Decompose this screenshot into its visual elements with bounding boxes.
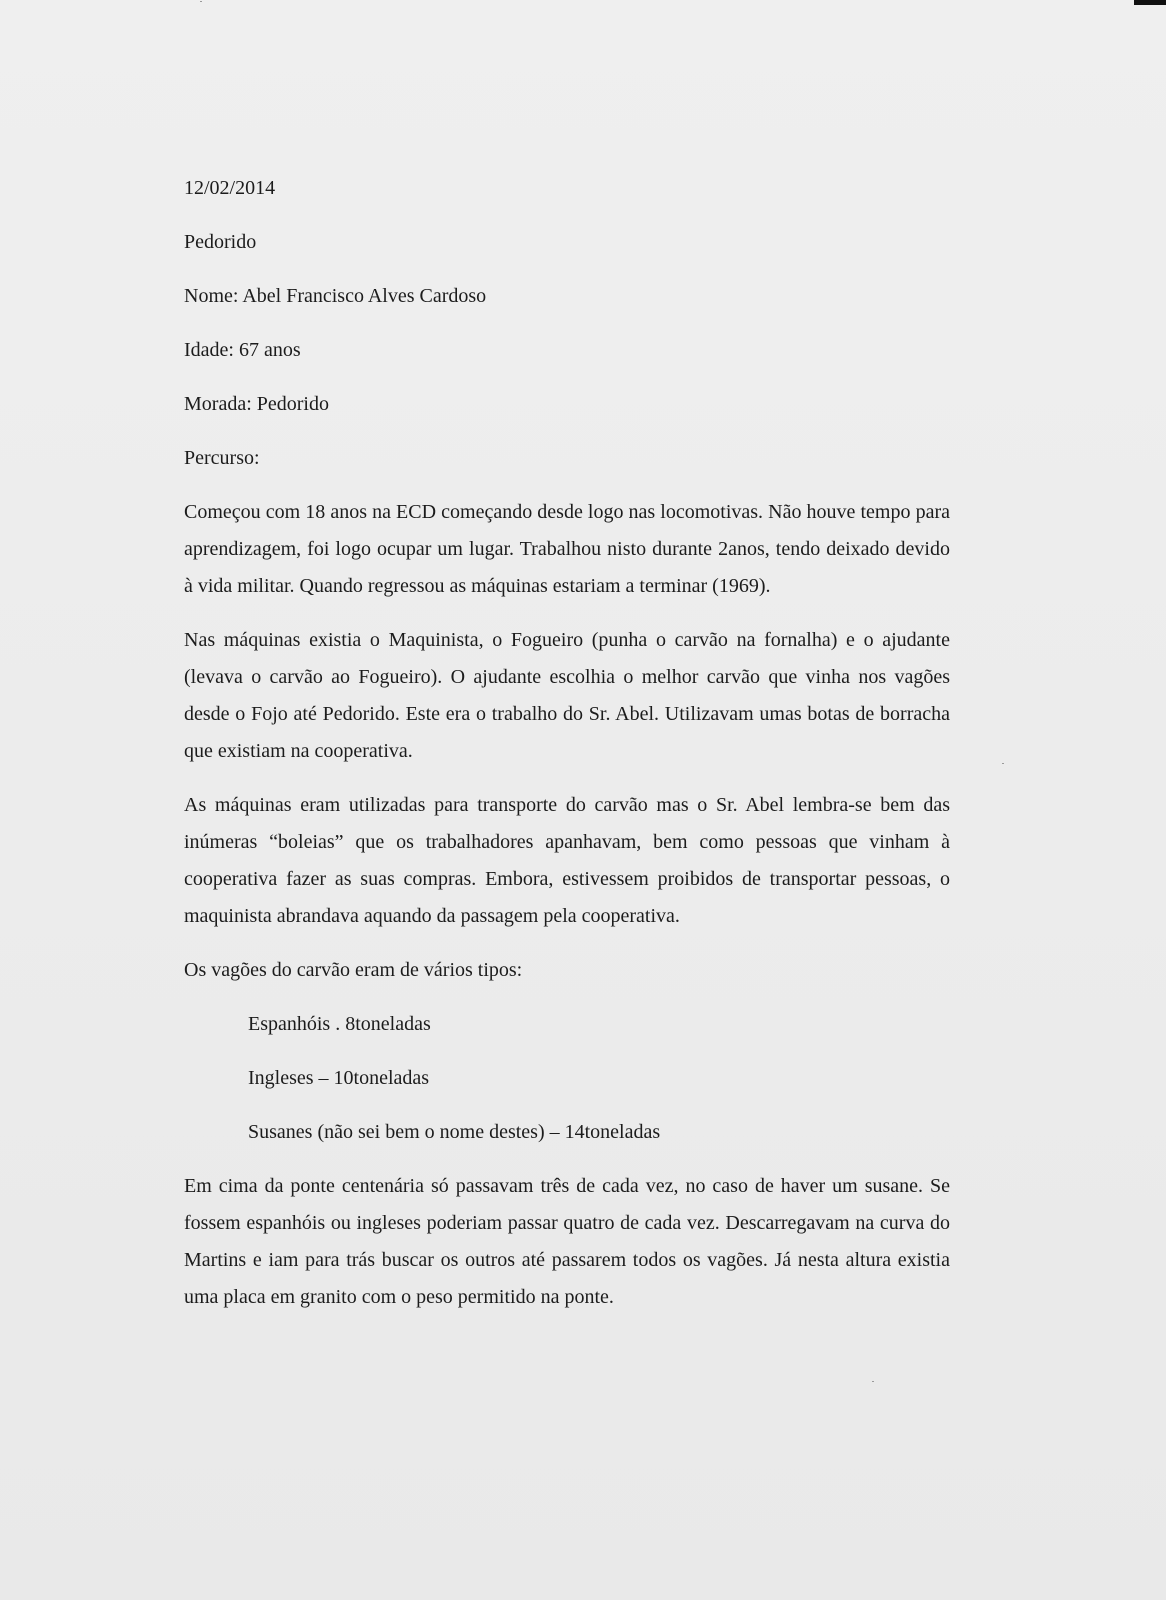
- document-location: Pedorido: [184, 231, 257, 253]
- scan-corner-mark: [1134, 0, 1166, 5]
- wagon-type-english: Ingleses – 10toneladas: [248, 1067, 430, 1089]
- document-body: [184, 170, 950, 1333]
- paragraph-career-start: Começou com 18 anos na ECD começando desde logo nas locomotivas. Não houve tempo para aprendizagem, foi logo ocupar um lugar. Trabalhou nisto durante 2anos, tendo deixado devido à vida militar. Quando regressou as máquinas estariam a terminar (1969).: [184, 501, 950, 597]
- scan-speck: [1002, 763, 1004, 764]
- person-age: Idade: 67 anos: [184, 339, 301, 361]
- person-name: Nome: Abel Francisco Alves Cardoso: [184, 285, 487, 307]
- paragraph-wagon-intro: Os vagões do carvão eram de vários tipos:: [184, 959, 523, 981]
- scan-speck: [200, 1, 202, 2]
- paragraph-machine-crew: Nas máquinas existia o Maquinista, o Fogueiro (punha o carvão na fornalha) e o ajudante (levava o carvão ao Fogueiro). O ajudante escolhia o melhor carvão que vinha nos vagões desde o Fojo até Pedorido. Este era o trabalho do Sr. Abel. Utilizavam umas botas de borracha que existiam na cooperativa.: [184, 629, 950, 762]
- paragraph-bridge: Em cima da ponte centenária só passavam três de cada vez, no caso de haver um susane. Se fossem espanhóis ou ingleses poderiam passar quatro de cada vez. Descarregavam na curva do Martins e iam para trás buscar os outros até passarem todos os vagões. Já nesta altura existia uma placa em granito com o peso permitido na ponte.: [184, 1175, 950, 1308]
- wagon-types-list: [184, 1006, 950, 1151]
- wagon-type-spanish: Espanhóis . 8toneladas: [248, 1013, 431, 1035]
- person-address: Morada: Pedorido: [184, 393, 329, 415]
- paragraph-transport: As máquinas eram utilizadas para transporte do carvão mas o Sr. Abel lembra-se bem das inúmeras “boleias” que os trabalhadores apanhavam, bem como pessoas que vinham à cooperativa fazer as suas compras. Embora, estivessem proibidos de transportar pessoas, o maquinista abrandava aquando da passagem pela cooperativa.: [184, 794, 950, 927]
- wagon-type-susanes: Susanes (não sei bem o nome destes) – 14toneladas: [248, 1121, 661, 1143]
- scan-speck: [872, 1381, 874, 1382]
- document-date: 12/02/2014: [184, 177, 276, 199]
- route-heading: Percurso:: [184, 447, 260, 469]
